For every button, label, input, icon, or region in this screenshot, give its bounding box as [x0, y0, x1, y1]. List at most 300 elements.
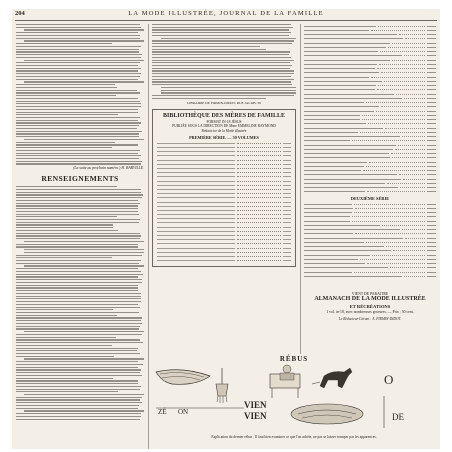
entry-title [157, 193, 235, 194]
entry-leader [390, 267, 425, 268]
text-line [16, 268, 138, 269]
horse-drawing [312, 368, 352, 388]
entry-leader [384, 81, 425, 82]
text-line [152, 32, 291, 33]
entry-title [304, 208, 353, 209]
entry-title [304, 255, 370, 256]
renseignements-text [16, 186, 144, 420]
text-line [16, 326, 140, 327]
entry-title [304, 242, 364, 243]
entry-title [304, 43, 390, 44]
text-line [16, 200, 138, 201]
entry-leader [377, 89, 425, 90]
entry-price [427, 38, 436, 39]
text-line [24, 410, 144, 411]
entry-price [427, 255, 436, 256]
text-line [24, 241, 144, 242]
entry-title [157, 143, 235, 144]
rebus-word-ze: ZÉ [158, 408, 167, 416]
entry-title [304, 174, 397, 175]
entry-title [157, 239, 235, 240]
text-line [152, 35, 289, 36]
entry-title [157, 202, 235, 203]
page-header [12, 9, 440, 19]
entry-title [157, 222, 235, 223]
entry-title [304, 77, 369, 78]
entry-price [283, 231, 291, 232]
entry-price [427, 229, 436, 230]
entry-leader [355, 233, 425, 234]
entry-leader [403, 179, 425, 180]
entry-leader [360, 259, 425, 260]
text-line [16, 153, 138, 154]
column-left [16, 24, 144, 449]
entry-title [304, 204, 352, 205]
text-line [16, 32, 138, 33]
entry-price [427, 30, 436, 31]
text-line [16, 416, 141, 417]
entry-price [283, 189, 291, 190]
entry-title [304, 55, 402, 56]
text-line [16, 263, 139, 264]
entry-leader [366, 242, 425, 243]
entry-price [427, 149, 436, 150]
entry-title [304, 94, 394, 95]
text-line [16, 222, 139, 223]
entry-leader [391, 153, 425, 154]
entry-price [427, 263, 436, 264]
entry-leader [237, 164, 281, 165]
text-line [24, 358, 144, 359]
entry-leader [402, 136, 425, 137]
entry-price [427, 60, 436, 61]
entry-leader [354, 272, 425, 273]
entry-leader [387, 183, 425, 184]
entry-title [304, 102, 364, 103]
entry-price [427, 250, 436, 251]
story-signature: (La suite au prochain numéro.) H. BARVILLE. [73, 166, 144, 171]
text-line [16, 131, 142, 132]
entry-price [427, 242, 436, 243]
entry-title [304, 34, 397, 35]
journal-title: LA MODE ILLUSTRÉE, JOURNAL DE LA FAMILLE [128, 10, 324, 17]
entry-price [427, 170, 436, 171]
entry-leader [381, 72, 425, 73]
text-line [16, 405, 139, 406]
rebus-puzzle [152, 355, 436, 447]
entry-title [304, 183, 385, 184]
page-number: 204 [15, 10, 25, 17]
library-title: BIBLIOTHÈQUE DES MÈRES DE FAMILLE [163, 113, 285, 120]
section-heading-renseignements: RENSEIGNEMENTS [41, 174, 119, 184]
text-line [16, 227, 113, 228]
text-line [16, 106, 141, 107]
library-format: FORMAT IN-18 JÉSUS [206, 120, 242, 125]
entry-title [304, 170, 361, 171]
rebus-word-on: ON [178, 408, 189, 416]
entry-leader [377, 68, 425, 69]
entry-title [304, 225, 380, 226]
entry-price [427, 77, 436, 78]
column-right [304, 24, 436, 286]
text-line [16, 323, 142, 324]
text-line [16, 62, 140, 63]
text-line [16, 114, 118, 115]
text-line [24, 139, 144, 140]
text-line [16, 391, 118, 392]
entry-title [157, 231, 235, 232]
text-line [16, 205, 138, 206]
entry-title [157, 181, 235, 182]
entry-leader [352, 221, 425, 222]
text-line [16, 296, 141, 297]
text-line [16, 51, 139, 52]
text-line [16, 279, 142, 280]
entry-price [283, 206, 291, 207]
entry-price [427, 140, 436, 141]
entry-price [283, 176, 291, 177]
text-line [16, 158, 139, 159]
almanac-announce: VIENT DE PARAITRE [351, 292, 389, 296]
entry-title [304, 60, 390, 61]
entry-price [427, 191, 436, 192]
entry-title [157, 214, 235, 215]
text-line [16, 186, 117, 187]
entry-leader [237, 193, 281, 194]
entry-price [427, 187, 436, 188]
text-line [16, 92, 140, 93]
entry-title [157, 243, 235, 244]
entry-price [427, 55, 436, 56]
entry-price [283, 248, 291, 249]
entry-title [304, 259, 358, 260]
entry-leader [392, 157, 425, 158]
text-line [16, 282, 142, 283]
entry-leader [400, 187, 425, 188]
text-line [16, 136, 139, 137]
entry-title [304, 216, 350, 217]
entry-price [427, 119, 436, 120]
text-line [16, 98, 138, 99]
text-line [152, 27, 293, 28]
entry-leader [237, 248, 281, 249]
text-line [16, 103, 141, 104]
text-line [16, 68, 141, 69]
entry-price [283, 172, 291, 173]
text-line [16, 35, 140, 36]
list-entry [304, 190, 436, 194]
book-list [304, 202, 436, 279]
entry-leader [237, 256, 281, 257]
rebus-letter-o: O [384, 372, 394, 387]
library-director: PUBLIÉE SOUS LA DIRECTION DE Mme EMMELINE RAYMOND [172, 124, 276, 129]
entry-title [304, 145, 396, 146]
entry-price [283, 197, 291, 198]
entry-leader [382, 225, 425, 226]
entry-title [157, 235, 235, 236]
text-line [16, 79, 138, 80]
book-list [157, 141, 291, 262]
text-line [152, 70, 294, 71]
entry-leader [237, 172, 281, 173]
entry-title [304, 250, 391, 251]
rebus-title: RÉBUS [279, 355, 309, 363]
entry-leader [405, 38, 425, 39]
text-line [16, 260, 141, 261]
text-line [24, 331, 144, 332]
entry-price [427, 89, 436, 90]
entry-title [304, 85, 376, 86]
entry-title [157, 218, 235, 219]
entry-price [283, 168, 291, 169]
entry-price [427, 145, 436, 146]
entry-leader [237, 160, 281, 161]
entry-leader [237, 210, 281, 211]
entry-leader [237, 181, 281, 182]
list-entry [304, 274, 436, 278]
text-line [16, 413, 141, 414]
entry-price [427, 166, 436, 167]
entry-leader [352, 216, 425, 217]
rebus-caption: Explication du dernier rébus : Il faut bien examiner ce que l'on achète, ne pas se laisser tromper par les apparences. [211, 435, 377, 439]
text-line [24, 60, 144, 61]
entry-leader [237, 252, 281, 253]
floating-cloth-drawing [156, 370, 210, 385]
text-line [16, 334, 142, 335]
entry-price [427, 212, 436, 213]
text-line [24, 265, 144, 266]
entry-price [283, 143, 291, 144]
text-line [16, 208, 138, 209]
text-line [16, 375, 142, 376]
text-line [16, 117, 140, 118]
text-line [152, 79, 294, 80]
text-line [16, 122, 141, 123]
entry-title [304, 51, 378, 52]
entry-leader [237, 185, 281, 186]
text-line [16, 203, 140, 204]
entry-leader [362, 115, 425, 116]
entry-leader [381, 106, 425, 107]
text-line [152, 84, 292, 85]
tassel-drawing [216, 368, 228, 403]
entry-title [304, 267, 388, 268]
entry-price [427, 81, 436, 82]
text-line [16, 317, 142, 318]
entry-price [283, 222, 291, 223]
entry-price [283, 260, 291, 261]
entry-price [427, 179, 436, 180]
entry-title [304, 238, 403, 239]
entry-price [427, 221, 436, 222]
entry-leader [237, 143, 281, 144]
entry-leader [237, 231, 281, 232]
text-line [152, 98, 266, 99]
text-line [16, 386, 141, 387]
entry-title [304, 179, 401, 180]
rebus-illustration [152, 362, 436, 434]
entry-price [283, 210, 291, 211]
header-rule [15, 20, 437, 21]
entry-leader [237, 239, 281, 240]
column-divider [300, 24, 301, 354]
section-heading-deuxieme-serie: DEUXIÈME SÉRIE [350, 196, 390, 201]
entry-title [157, 227, 235, 228]
text-line [16, 65, 138, 66]
entry-price [427, 47, 436, 48]
entry-title [304, 191, 365, 192]
text-line [16, 125, 139, 126]
text-line [161, 38, 296, 39]
entry-title [304, 47, 386, 48]
almanac-title: ALMANACH DE LA MODE ILLUSTRÉE [314, 296, 426, 302]
boat-drawing [291, 404, 363, 424]
entry-title [304, 221, 350, 222]
entry-price [427, 183, 436, 184]
column-middle [152, 24, 296, 304]
text-line [152, 43, 292, 44]
entry-price [283, 193, 291, 194]
text-line [16, 293, 141, 294]
text-line [16, 73, 141, 74]
text-line [16, 345, 112, 346]
text-line [16, 380, 138, 381]
entry-price [427, 98, 436, 99]
text-line [16, 214, 139, 215]
text-line [16, 383, 138, 384]
entry-title [157, 160, 235, 161]
text-line [16, 95, 116, 96]
entry-price [427, 85, 436, 86]
entry-price [427, 26, 436, 27]
text-line [16, 399, 140, 400]
entry-leader [368, 123, 425, 124]
entry-title [157, 147, 235, 148]
entry-title [157, 210, 235, 211]
entry-leader [237, 147, 281, 148]
text-line [16, 24, 140, 25]
text-line [16, 244, 138, 245]
entry-leader [380, 51, 425, 52]
entry-title [157, 168, 235, 169]
text-line [16, 342, 143, 343]
entry-leader [369, 162, 425, 163]
text-line [16, 163, 141, 164]
entry-title [304, 153, 389, 154]
text-line [152, 60, 294, 61]
entry-leader [237, 176, 281, 177]
entry-price [427, 225, 436, 226]
entry-price [427, 233, 436, 234]
entry-leader [376, 111, 425, 112]
entry-title [157, 189, 235, 190]
article-text [152, 24, 296, 99]
entry-price [427, 204, 436, 205]
entry-price [427, 208, 436, 209]
entry-leader [388, 47, 425, 48]
entry-title [304, 229, 400, 230]
text-line [16, 378, 113, 379]
entry-title [304, 81, 382, 82]
entry-title [304, 111, 374, 112]
text-line [16, 147, 112, 148]
text-line [16, 367, 138, 368]
entry-title [304, 132, 358, 133]
entry-leader [371, 77, 425, 78]
entry-title [157, 256, 235, 257]
text-line [152, 54, 289, 55]
text-line [16, 194, 143, 195]
text-line [152, 49, 266, 50]
entry-leader [385, 128, 425, 129]
text-line [16, 224, 113, 225]
text-line [152, 68, 290, 69]
entry-title [304, 106, 379, 107]
entry-leader [237, 155, 281, 156]
entry-title [304, 72, 379, 73]
entry-title [304, 38, 403, 39]
rebus-word-vien-top: VIEN [244, 400, 267, 410]
entry-leader [237, 260, 281, 261]
figure-at-desk-drawing [270, 365, 300, 398]
entry-leader [237, 227, 281, 228]
entry-title [304, 119, 360, 120]
entry-price [427, 128, 436, 129]
text-line [16, 142, 115, 143]
text-line [16, 353, 140, 354]
entry-title [304, 166, 364, 167]
entry-leader [399, 34, 425, 35]
entry-leader [362, 119, 425, 120]
entry-title [304, 68, 375, 69]
text-line [16, 150, 140, 151]
rebus-word-vien-bottom: VIEN [244, 411, 267, 421]
text-line [16, 246, 138, 247]
entry-price [427, 272, 436, 273]
entry-title [304, 123, 366, 124]
text-line [16, 350, 137, 351]
entry-title [157, 206, 235, 207]
text-line [16, 133, 139, 134]
entry-price [283, 147, 291, 148]
text-line [16, 298, 141, 299]
entry-price [427, 102, 436, 103]
text-line [16, 356, 114, 357]
text-line [16, 309, 113, 310]
entry-title [304, 272, 352, 273]
entry-price [283, 151, 291, 152]
text-line [16, 87, 117, 88]
entry-price [427, 94, 436, 95]
entry-price [427, 246, 436, 247]
library-advert [152, 109, 296, 267]
list-entry [157, 259, 291, 263]
entry-title [304, 187, 398, 188]
entry-price [283, 243, 291, 244]
entry-leader [237, 222, 281, 223]
entry-leader [237, 202, 281, 203]
entry-title [304, 233, 353, 234]
entry-title [157, 164, 235, 165]
entry-leader [399, 174, 425, 175]
publisher-line: LIBRAIRIE DE FIRMIN-DIDOT, RUE JACOB, 56 [187, 100, 261, 105]
text-line [16, 161, 142, 162]
text-line [16, 90, 137, 91]
entry-leader [398, 145, 425, 146]
text-line [16, 255, 142, 256]
entry-title [304, 212, 352, 213]
entry-leader [366, 102, 425, 103]
